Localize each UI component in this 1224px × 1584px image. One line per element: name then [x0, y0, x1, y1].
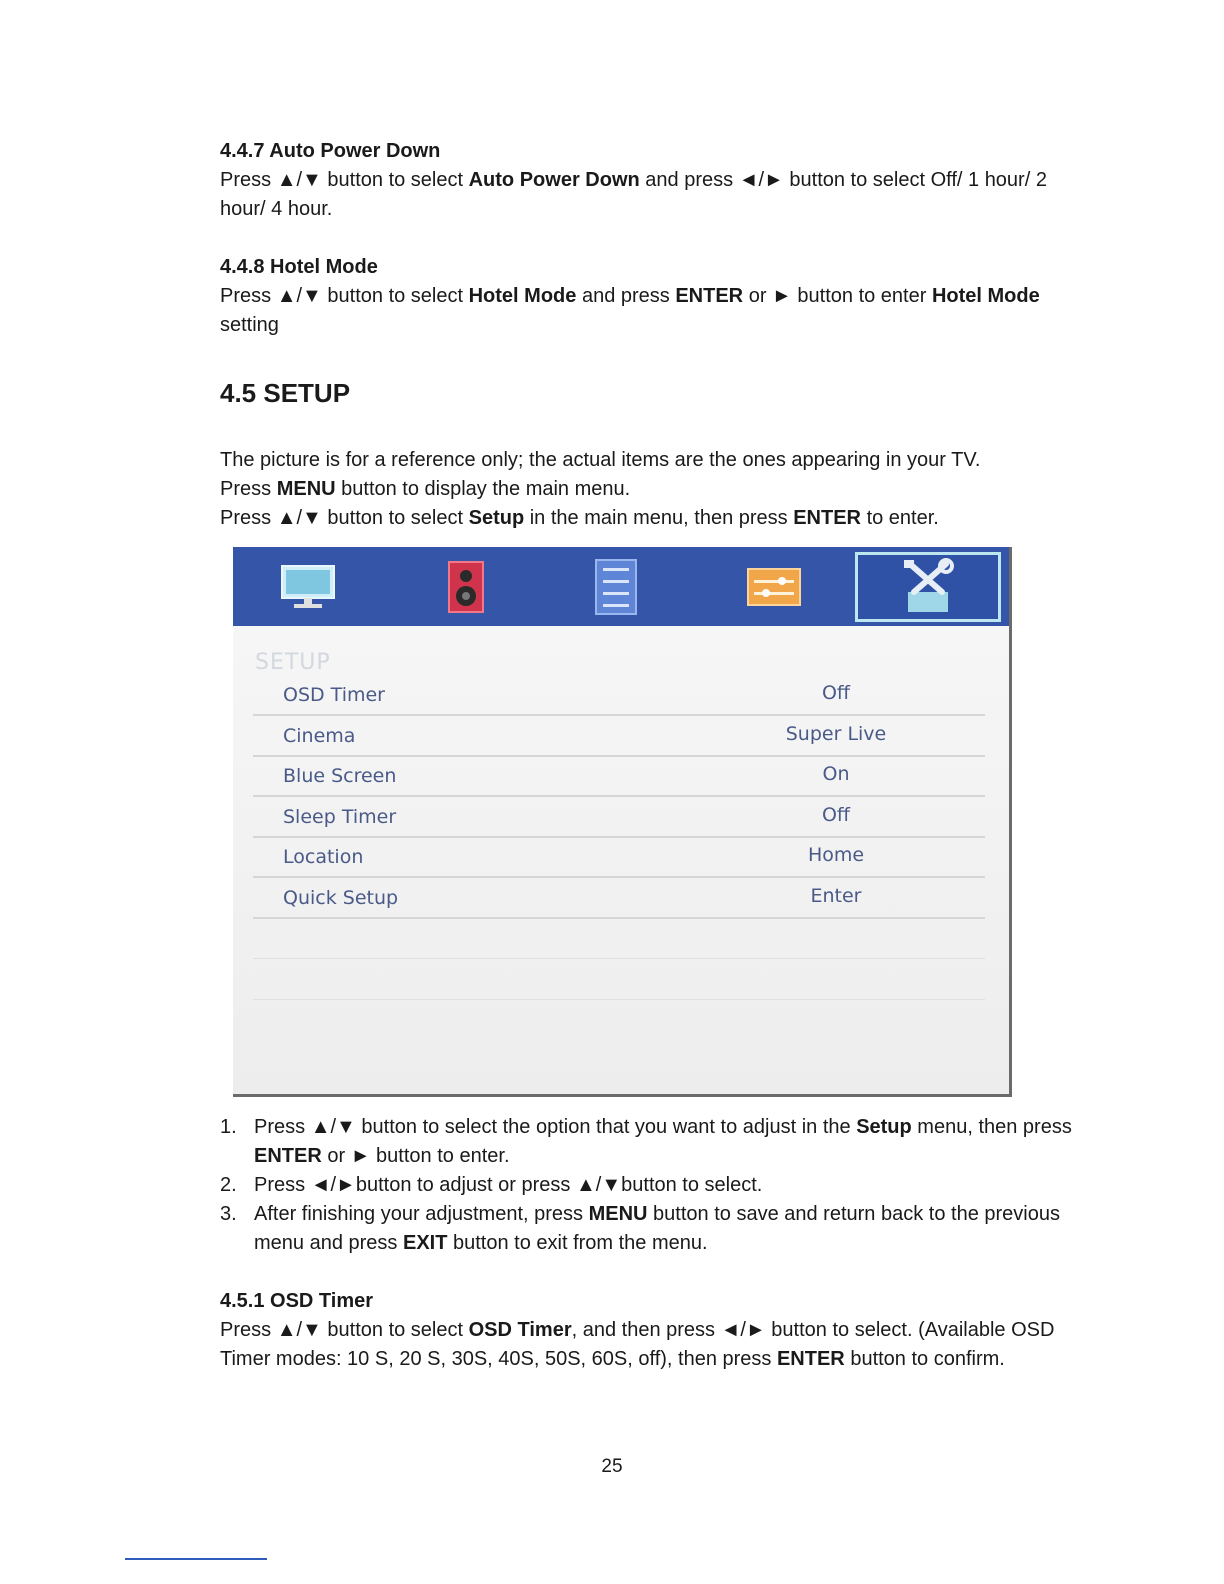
tv-setup-menu-screenshot: [233, 547, 1012, 1097]
section-heading-auto-power-down: 4.4.7 Auto Power Down: [220, 140, 441, 162]
sliders-icon: [746, 567, 802, 607]
menu-row-value: Off: [821, 682, 851, 704]
monitor-icon: [278, 562, 338, 612]
menu-row-label: Quick Setup: [283, 887, 399, 909]
section-heading-hotel-mode: 4.4.8 Hotel Mode: [220, 256, 378, 278]
up-down-arrows: ▲/▼: [276, 1319, 322, 1341]
tv-menu-tab-bar: [233, 547, 1009, 626]
menu-row-label: Location: [283, 846, 364, 868]
menu-row-label: Blue Screen: [283, 765, 397, 787]
list-icon: [593, 558, 639, 616]
footer-divider: [125, 1558, 267, 1560]
menu-row-sleep-timer[interactable]: [253, 796, 985, 838]
list-item: 1. Press ▲/▼ button to select the option that you want to adjust in the Setup menu, then press ENTER or ► button to enter.: [220, 1116, 1072, 1167]
menu-row-cinema[interactable]: [253, 715, 985, 757]
hotel-mode-paragraph: Press ▲/▼ button to select Hotel Mode and press ENTER or ► button to enter Hotel Mode setting: [220, 285, 1040, 336]
up-down-arrows: ▲/▼: [575, 1174, 622, 1196]
section-heading-setup: 4.5 SETUP: [220, 378, 351, 408]
menu-row-label: Cinema: [283, 725, 356, 747]
list-item: 2. Press ◄/►button to adjust or press ▲/▼button to select.: [220, 1174, 763, 1196]
auto-power-down-paragraph: Press ▲/▼ button to select Auto Power Down and press ◄/► button to select Off/ 1 hour/ 2 hour/ 4 hour.: [220, 169, 1047, 220]
tab-function[interactable]: [699, 547, 849, 626]
menu-row-empty: [253, 918, 985, 959]
setup-steps-list: [220, 1113, 1080, 1258]
menu-row-blue-screen[interactable]: [253, 755, 985, 797]
tab-sound[interactable]: [391, 547, 541, 626]
menu-row-quick-setup[interactable]: [253, 877, 985, 919]
tab-setup[interactable]: [855, 552, 1001, 622]
menu-row-value: On: [822, 763, 850, 785]
menu-row-label: OSD Timer: [283, 684, 385, 706]
tab-picture[interactable]: [233, 547, 383, 626]
menu-row-empty: [253, 959, 985, 1000]
up-down-arrows: ▲/▼: [276, 169, 322, 191]
tv-menu-panel: [233, 626, 1009, 1097]
left-right-arrows: ◄/►: [310, 1174, 356, 1196]
left-right-arrows: ◄/►: [720, 1319, 766, 1341]
tv-menu-title: SETUP: [255, 650, 331, 675]
tools-icon: [896, 558, 960, 616]
menu-row-value: Home: [807, 844, 865, 866]
speaker-icon: [446, 560, 486, 614]
menu-row-value: Off: [821, 804, 851, 826]
up-down-arrows: ▲/▼: [310, 1116, 356, 1138]
right-arrow: ►: [350, 1145, 371, 1167]
osd-timer-paragraph: Press ▲/▼ button to select OSD Timer, and then press ◄/► button to select. (Available OSD Timer modes: 10 S, 20 S, 30S, 40S, 50S, 60S, off), then press ENTER button to confirm.: [220, 1319, 1055, 1370]
setup-intro-paragraph: The picture is for a reference only; the actual items are the ones appearing in your TV. Press MENU button to display the main menu. Press ▲/▼ button to select Setup in the main menu, then press ENTER to enter.: [220, 449, 981, 529]
menu-row-value: Enter: [810, 885, 862, 907]
left-right-arrows: ◄/►: [738, 169, 784, 191]
menu-row-label: Sleep Timer: [283, 806, 397, 828]
up-down-arrows: ▲/▼: [276, 507, 322, 529]
section-heading-osd-timer: 4.5.1 OSD Timer: [220, 1290, 374, 1312]
right-arrow: ►: [772, 285, 792, 307]
menu-row-value: Super Live: [785, 723, 887, 745]
list-item: 3. After finishing your adjustment, press MENU button to save and return back to the previous menu and press EXIT button to exit from the menu.: [220, 1203, 1060, 1254]
page-number: 25: [601, 1456, 623, 1477]
menu-row-osd-timer[interactable]: [253, 674, 985, 716]
up-down-arrows: ▲/▼: [276, 285, 322, 307]
menu-row-location[interactable]: [253, 836, 985, 878]
tab-channel[interactable]: [541, 547, 691, 626]
